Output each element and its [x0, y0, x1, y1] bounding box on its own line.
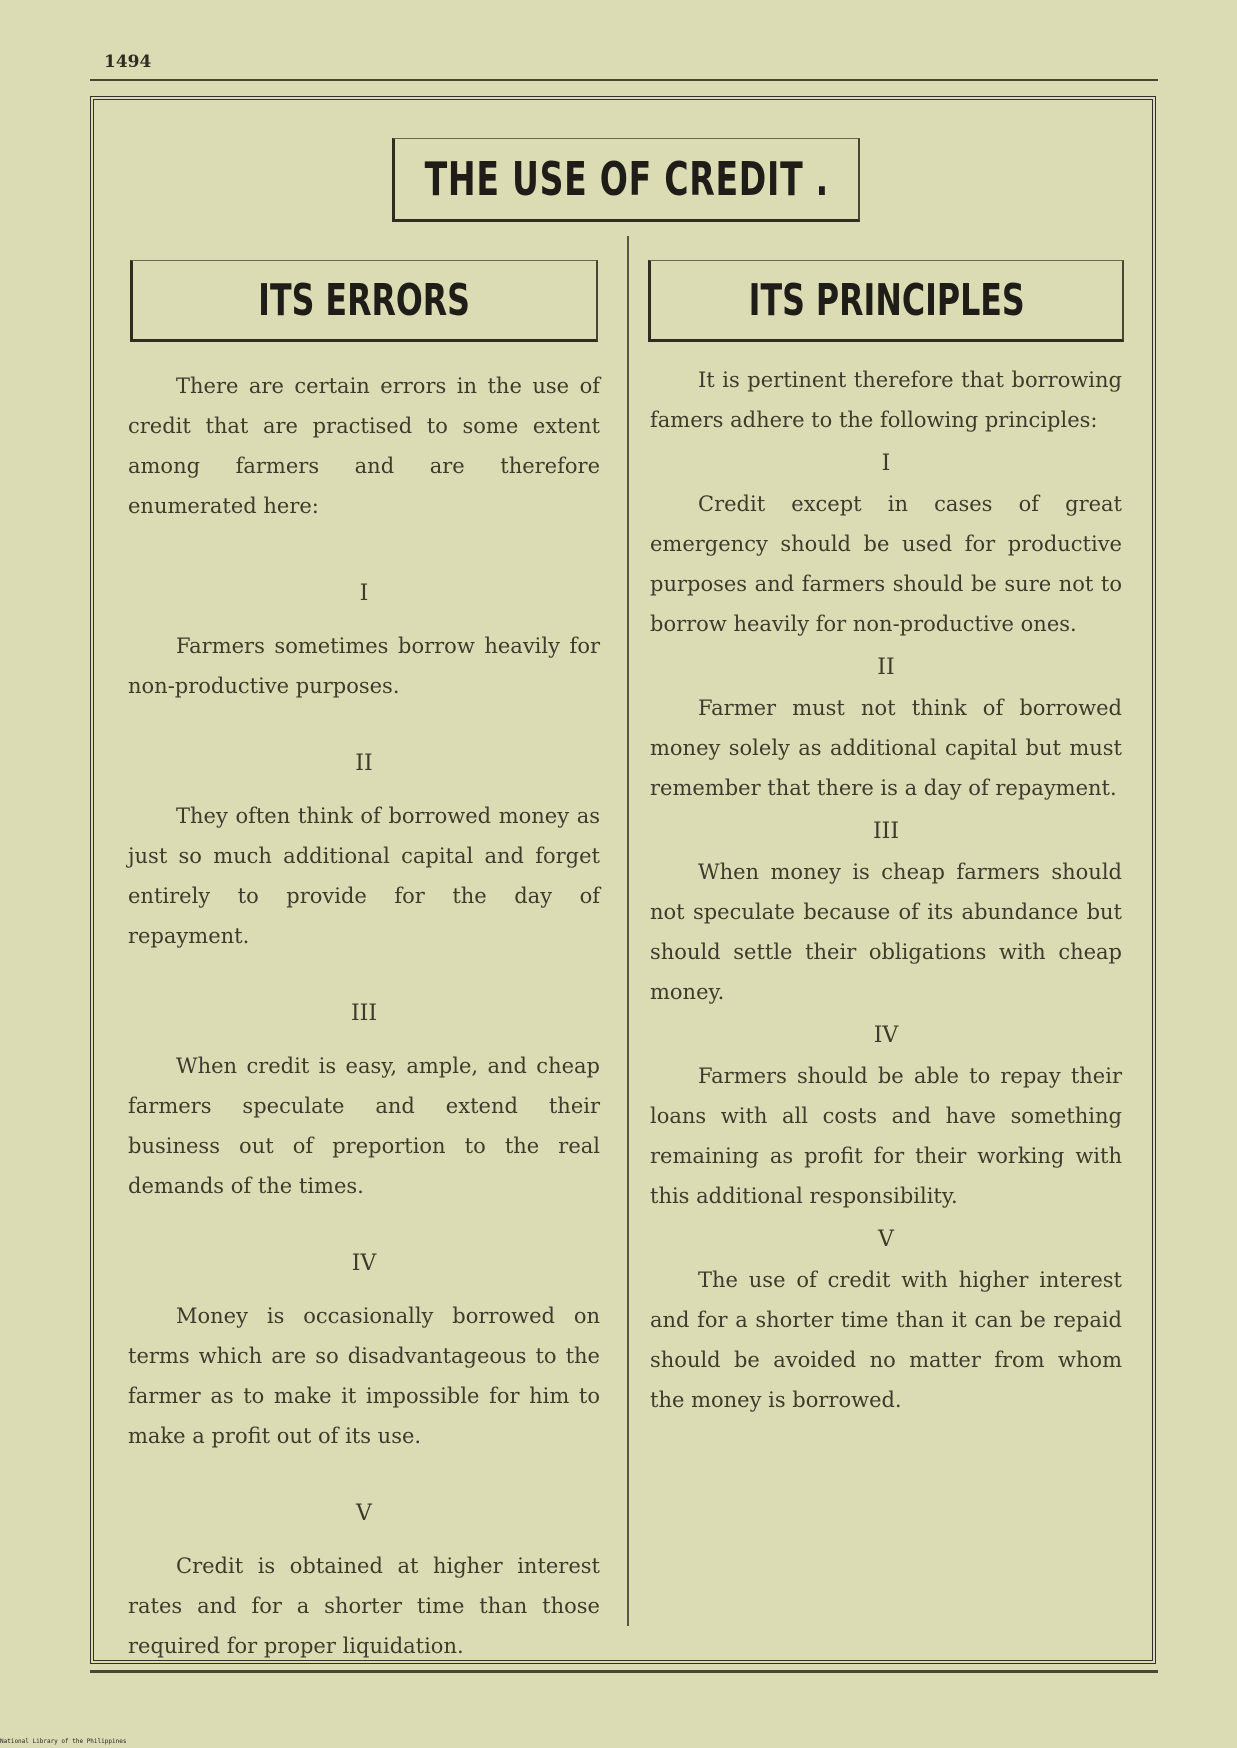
errors-numeral: III: [350, 1001, 378, 1026]
errors-item: They often think of borrowed money as just so much additional capital and forget entirely to provide for the day of repayment.: [128, 804, 600, 948]
column-divider: [627, 236, 629, 1626]
principles-numeral: V: [878, 1227, 894, 1252]
bottom-rule: [90, 1670, 1158, 1673]
errors-item: Money is occasionally borrowed on terms which are so disadvantageous to the farmer as to make it impossible for him to make a profit out of its use.: [128, 1304, 600, 1448]
errors-numeral: I: [359, 581, 369, 606]
principles-numeral: II: [877, 655, 895, 680]
errors-heading-box: [130, 260, 598, 342]
top-rule: [90, 79, 1158, 81]
principles-item: Farmer must not think of borrowed money solely as additional capital but must remember that there is a day of repayment.: [650, 696, 1122, 800]
principles-heading-box: [648, 260, 1124, 342]
page-title: THE USE OF CREDIT .: [424, 152, 829, 206]
principles-item: Credit except in cases of great emergency should be used for productive purposes and farmers should be sure not to borrow heavily for non-productive ones.: [650, 492, 1122, 636]
principles-numeral: III: [872, 819, 900, 844]
principles-item: Farmers should be able to repay their loans with all costs and have something remaining as profit for their working with this additional responsibility.: [650, 1064, 1122, 1208]
principles-item: When money is cheap farmers should not speculate because of its abundance but should settle their obligations with cheap money.: [650, 860, 1122, 1004]
principles-intro: It is pertinent therefore that borrowing famers adhere to the following principles:: [650, 368, 1122, 432]
errors-item: When credit is easy, ample, and cheap farmers speculate and extend their business out of preportion to the real demands of the times.: [128, 1054, 600, 1198]
errors-heading: ITS ERRORS: [258, 274, 471, 326]
errors-numeral: IV: [351, 1251, 377, 1276]
library-footer: National Library of the Philippines: [0, 1738, 127, 1745]
errors-item: Farmers sometimes borrow heavily for non-productive purposes.: [128, 634, 600, 698]
errors-numeral: V: [356, 1501, 372, 1526]
principles-numeral: I: [881, 451, 891, 476]
principles-heading: ITS PRINCIPLES: [748, 274, 1025, 326]
principles-column: [650, 360, 1122, 1420]
principles-item: The use of credit with higher interest and for a shorter time than it can be repaid should be avoided no matter from whom the money is borrowed.: [650, 1268, 1122, 1412]
title-box: [392, 138, 860, 222]
errors-intro: There are certain errors in the use of credit that are practised to some extent among farmers and are therefore enumerated here:: [128, 374, 600, 518]
errors-column: [128, 366, 600, 1666]
errors-item: Credit is obtained at higher interest rates and for a shorter time than those required for proper liquidation.: [128, 1554, 600, 1658]
page-number: 1494: [104, 52, 152, 72]
errors-numeral: II: [355, 751, 373, 776]
principles-numeral: IV: [873, 1023, 899, 1048]
